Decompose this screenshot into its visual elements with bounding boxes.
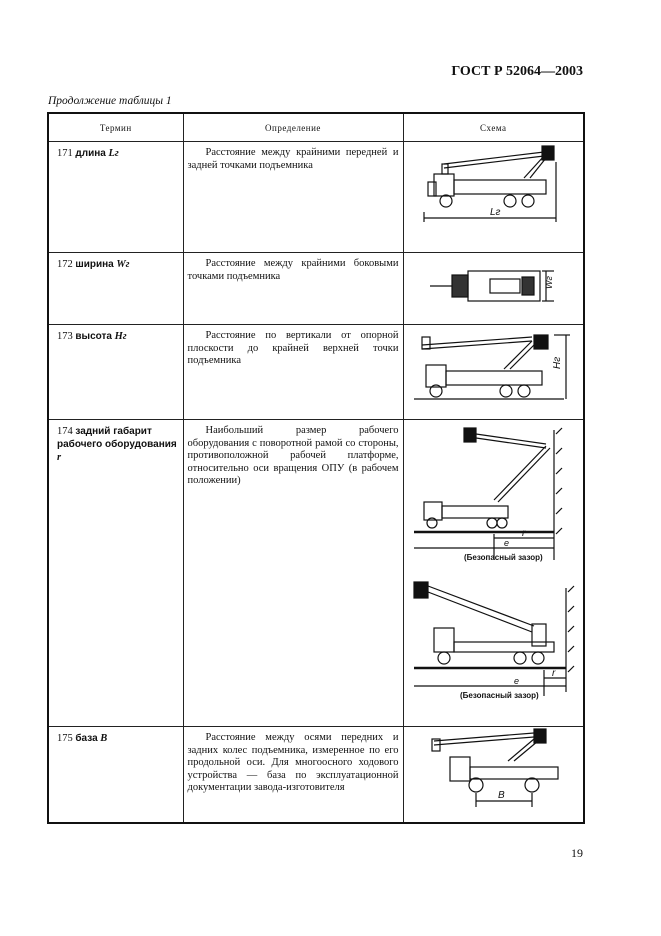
scheme-label: е (504, 538, 510, 548)
term-name: задний габарит рабочего оборудования (57, 426, 177, 450)
scheme-cell (403, 253, 584, 325)
column-header-term: Термин (48, 113, 183, 142)
term-name: длина (75, 148, 106, 159)
scheme-cell (403, 325, 584, 420)
table-header-row (48, 113, 584, 142)
definition-text: Расстояние между осями передних и задних колес подъемника, измеренное по его продольной оси. Для многоосного ходового устройства — база по эксплуатационной документации завода-изготовителя (187, 732, 399, 793)
term-number: 171 (57, 148, 73, 159)
scheme-cell (403, 142, 584, 253)
width-scheme-drawing (404, 253, 582, 319)
definition-cell (183, 420, 403, 727)
term-symbol: Lг (108, 148, 119, 159)
wheelbase-scheme-drawing (404, 727, 582, 819)
terms-table (47, 112, 585, 824)
term-cell (48, 420, 183, 727)
term-cell (48, 325, 183, 420)
scheme-cell (403, 727, 584, 823)
table-continuation-label: Продолжение таблицы 1 (48, 95, 172, 107)
scheme-caption: (Безопасный зазор) (460, 691, 539, 700)
scheme-cell (403, 420, 584, 727)
definition-cell (183, 325, 403, 420)
term-name: ширина (75, 259, 114, 270)
definition-cell (183, 142, 403, 253)
term-number: 175 (57, 733, 73, 744)
term-symbol: Wг (116, 259, 130, 270)
scheme-caption: (Безопасный зазор) (464, 553, 543, 562)
scheme-label: Lг (490, 207, 501, 218)
term-number: 172 (57, 259, 73, 270)
term-name: высота (75, 331, 112, 342)
table-row (48, 727, 584, 823)
rear-clearance-scheme-drawing (404, 420, 582, 720)
table-row (48, 325, 584, 420)
standard-code: ГОСТ Р 52064—2003 (451, 64, 583, 79)
term-number: 173 (57, 331, 73, 342)
term-cell (48, 253, 183, 325)
length-scheme-drawing (404, 142, 582, 242)
scheme-label: Hг (552, 356, 564, 369)
scheme-label: r (552, 668, 556, 679)
definition-text: Расстояние между крайними боковыми точками подъемника (187, 258, 399, 282)
term-symbol: r (57, 452, 62, 463)
scheme-label: Wг (544, 276, 555, 289)
column-header-definition: Определение (183, 113, 403, 142)
table-row (48, 142, 584, 253)
term-cell (48, 727, 183, 823)
definition-cell (183, 253, 403, 325)
definition-text: Расстояние между крайними передней и задней точками подъемника (187, 147, 399, 171)
definition-cell (183, 727, 403, 823)
term-symbol: B (100, 733, 108, 744)
scheme-label: r (522, 528, 526, 539)
column-header-scheme: Схема (403, 113, 584, 142)
table-row (48, 420, 584, 727)
scheme-label: е (514, 676, 520, 686)
term-symbol: Hг (114, 331, 127, 342)
page-number: 19 (571, 846, 583, 860)
height-scheme-drawing (404, 325, 582, 415)
term-cell (48, 142, 183, 253)
table-row (48, 253, 584, 325)
definition-text: Расстояние по вертикали от опорной плоскости до крайней верхней точки подъемника (187, 330, 399, 366)
term-name: база (75, 733, 98, 744)
scheme-label: B (498, 790, 505, 801)
term-number: 174 (57, 426, 73, 437)
definition-text: Наибольший размер рабочего оборудования с поворотной рамой со стороны, противоположной рабочей платформе, относительно оси вращения ОПУ (в рабочем положении) (187, 425, 399, 486)
